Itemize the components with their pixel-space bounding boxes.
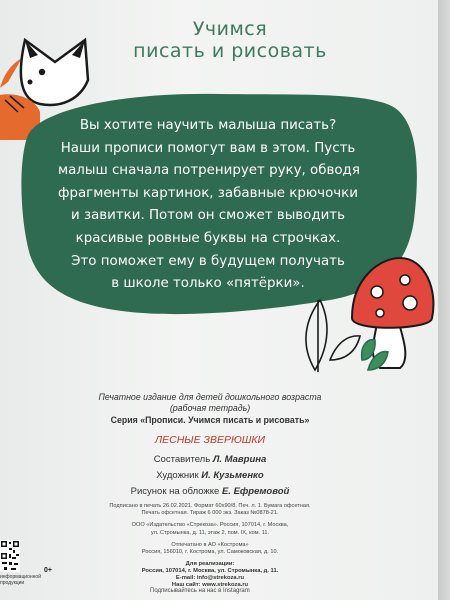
publisher-address: ул. Стромынка, д. 11, этаж 2, пом. IX, ком. 11. — [150, 529, 270, 536]
intro-line: в школе только «пятёрки». — [111, 276, 305, 292]
info-line: информационной — [0, 574, 41, 580]
artist-name: И. Кузьменко — [201, 470, 264, 481]
title-line-1: Учимся — [192, 18, 268, 40]
cover-label: Рисунок на обложке — [130, 486, 220, 497]
intro-line: красивые ровные буквы на строчках. — [75, 230, 341, 246]
sale-address: Россия, 107014, г. Москва, ул. Стромынка, д. 11. — [141, 568, 279, 575]
age-rating: 0+ — [44, 567, 52, 574]
edition-line: Печатное издание для детей дошкольного возраста — [98, 392, 322, 402]
intro-text — [58, 115, 358, 296]
book-title: ЛЕСНЫЕ ЗВЕРЮШКИ — [154, 434, 266, 446]
intro-line: малыш сначала потренирует руку, обводя — [58, 163, 360, 179]
intro-line: фрагменты картинок, забавные крючочки — [58, 185, 358, 201]
qr-code — [0, 540, 20, 572]
printer-info: Отпечатано в АО «Кострома» — [171, 541, 249, 548]
cover-artist: Е. Ефремовой — [221, 486, 290, 497]
intro-line: и завитки. Потом он сможет выводить — [70, 208, 346, 224]
imprint-block — [60, 392, 360, 589]
intro-line: Вы хотите научить малыша писать? — [79, 118, 337, 133]
page-edge — [438, 0, 450, 600]
artist-line — [60, 469, 360, 482]
artist-label: Художник — [156, 470, 199, 481]
subscribe-line: Подписывайтесь на нас в Instagram — [150, 588, 250, 594]
print-details: Подписано в печать 26.02.2021. Формат 60х90/8. Печ. л. 1. Бумага офсетная. — [109, 503, 311, 509]
printer-info: Россия, 156010, г. Кострома, ул. Самоковская, д. 10. — [141, 549, 279, 556]
title-line-2: писать и рисовать — [133, 40, 327, 62]
fox-nose — [28, 80, 33, 85]
print-details: Печать офсетная. Тираж 6 000 экз. Заказ №0878-21. — [141, 510, 279, 517]
info-label — [0, 574, 41, 586]
intro-line: Это поможет ему в будущем получать — [71, 253, 345, 269]
compiler-name: Л. Маврина — [212, 454, 267, 465]
fox-eye — [39, 69, 45, 75]
workbook-line: (рабочая тетрадь) — [169, 403, 251, 413]
intro-line: Наши прописи помогут вам в этом. Пусть — [60, 140, 356, 156]
compiler-line — [60, 453, 360, 466]
sale-email: E-mail: info@strekoza.ru — [175, 575, 245, 582]
fox-ear-left — [0, 58, 22, 88]
publisher-address: ООО «Издательство «Стрекоза». Россия, 107014, г. Москва, — [131, 522, 289, 529]
compiler-label: Составитель — [153, 454, 211, 465]
cover-line — [60, 485, 360, 498]
info-line: продукции — [0, 580, 25, 586]
series-line: Серия «Прописи. Учимся писать и рисовать» — [110, 415, 310, 425]
sale-title: Для реализации: — [185, 561, 235, 568]
sale-site: Наш сайт: www.strekoza.ru — [171, 582, 249, 589]
